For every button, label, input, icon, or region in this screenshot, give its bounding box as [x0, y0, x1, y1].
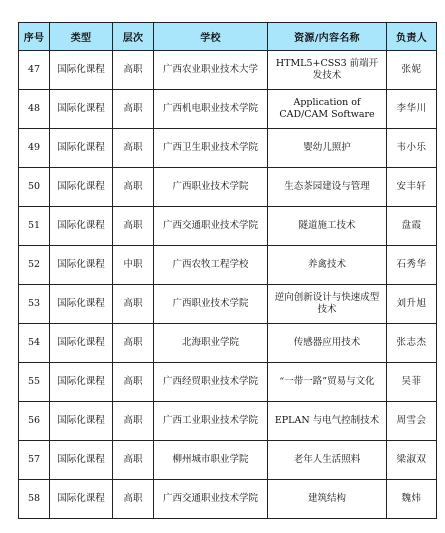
- cell-school: 北海职业学院: [154, 324, 268, 363]
- cell-level: 高职: [113, 207, 154, 246]
- cell-level: 高职: [113, 129, 154, 168]
- cell-no: 53: [19, 285, 50, 324]
- cell-resource: “一带一路”贸易与文化: [268, 363, 387, 402]
- cell-school: 广西农牧工程学校: [154, 246, 268, 285]
- header-row: [19, 23, 437, 51]
- cell-school: 广西农业职业技术大学: [154, 51, 268, 90]
- course-table: [18, 22, 437, 519]
- cell-owner: 刘升旭: [387, 285, 437, 324]
- cell-type: 国际化课程: [50, 480, 113, 519]
- cell-no: 51: [19, 207, 50, 246]
- cell-level: 高职: [113, 90, 154, 129]
- header-no: 序号: [19, 23, 50, 51]
- cell-no: 52: [19, 246, 50, 285]
- table-row: [19, 129, 437, 168]
- cell-no: 56: [19, 402, 50, 441]
- header-owner: 负责人: [387, 23, 437, 51]
- cell-type: 国际化课程: [50, 51, 113, 90]
- cell-level: 高职: [113, 51, 154, 90]
- cell-owner: 魏炜: [387, 480, 437, 519]
- table-row: [19, 363, 437, 402]
- header-level: 层次: [113, 23, 154, 51]
- cell-type: 国际化课程: [50, 246, 113, 285]
- cell-no: 47: [19, 51, 50, 90]
- cell-type: 国际化课程: [50, 285, 113, 324]
- cell-resource: 婴幼儿照护: [268, 129, 387, 168]
- cell-school: 广西卫生职业技术学院: [154, 129, 268, 168]
- cell-resource: 传感器应用技术: [268, 324, 387, 363]
- table-row: [19, 441, 437, 480]
- table-header: [19, 23, 437, 51]
- cell-resource: 建筑结构: [268, 480, 387, 519]
- cell-level: 高职: [113, 168, 154, 207]
- cell-owner: 张志杰: [387, 324, 437, 363]
- cell-owner: 安丰轩: [387, 168, 437, 207]
- cell-type: 国际化课程: [50, 207, 113, 246]
- cell-no: 55: [19, 363, 50, 402]
- cell-level: 高职: [113, 285, 154, 324]
- cell-type: 国际化课程: [50, 129, 113, 168]
- cell-owner: 吴菲: [387, 363, 437, 402]
- table-row: [19, 324, 437, 363]
- cell-school: 广西交通职业技术学院: [154, 480, 268, 519]
- cell-type: 国际化课程: [50, 90, 113, 129]
- cell-level: 高职: [113, 480, 154, 519]
- cell-resource: 生态茶园建设与管理: [268, 168, 387, 207]
- cell-no: 48: [19, 90, 50, 129]
- header-type: 类型: [50, 23, 113, 51]
- cell-level: 高职: [113, 402, 154, 441]
- cell-no: 58: [19, 480, 50, 519]
- table-row: [19, 168, 437, 207]
- table-row: [19, 246, 437, 285]
- cell-resource: 老年人生活照料: [268, 441, 387, 480]
- table-row: [19, 207, 437, 246]
- table-row: [19, 480, 437, 519]
- course-table-sheet: [18, 22, 436, 519]
- header-school: 学校: [154, 23, 268, 51]
- cell-resource: 逆向创新设计与快速成型技术: [268, 285, 387, 324]
- cell-owner: 李华川: [387, 90, 437, 129]
- cell-level: 高职: [113, 363, 154, 402]
- cell-no: 49: [19, 129, 50, 168]
- table-body: [19, 51, 437, 519]
- cell-school: 广西交通职业技术学院: [154, 207, 268, 246]
- table-row: [19, 51, 437, 90]
- cell-owner: 梁淑双: [387, 441, 437, 480]
- cell-level: 中职: [113, 246, 154, 285]
- cell-resource: EPLAN 与电气控制技术: [268, 402, 387, 441]
- cell-type: 国际化课程: [50, 324, 113, 363]
- cell-no: 54: [19, 324, 50, 363]
- cell-owner: 韦小乐: [387, 129, 437, 168]
- cell-resource: 养禽技术: [268, 246, 387, 285]
- cell-owner: 周雪会: [387, 402, 437, 441]
- cell-school: 广西职业技术学院: [154, 168, 268, 207]
- cell-resource: Application of CAD/CAM Software: [268, 90, 387, 129]
- cell-no: 57: [19, 441, 50, 480]
- cell-type: 国际化课程: [50, 441, 113, 480]
- cell-owner: 石秀华: [387, 246, 437, 285]
- cell-school: 广西经贸职业技术学院: [154, 363, 268, 402]
- cell-school: 柳州城市职业学院: [154, 441, 268, 480]
- cell-no: 50: [19, 168, 50, 207]
- cell-resource: HTML5+CSS3 前端开发技术: [268, 51, 387, 90]
- cell-school: 广西工业职业技术学院: [154, 402, 268, 441]
- table-row: [19, 402, 437, 441]
- cell-school: 广西机电职业技术学院: [154, 90, 268, 129]
- header-resource: 资源/内容名称: [268, 23, 387, 51]
- cell-level: 高职: [113, 441, 154, 480]
- cell-school: 广西职业技术学院: [154, 285, 268, 324]
- cell-type: 国际化课程: [50, 402, 113, 441]
- cell-owner: 张妮: [387, 51, 437, 90]
- cell-resource: 隧道施工技术: [268, 207, 387, 246]
- cell-type: 国际化课程: [50, 363, 113, 402]
- table-row: [19, 285, 437, 324]
- cell-level: 高职: [113, 324, 154, 363]
- cell-type: 国际化课程: [50, 168, 113, 207]
- cell-owner: 盘霞: [387, 207, 437, 246]
- table-row: [19, 90, 437, 129]
